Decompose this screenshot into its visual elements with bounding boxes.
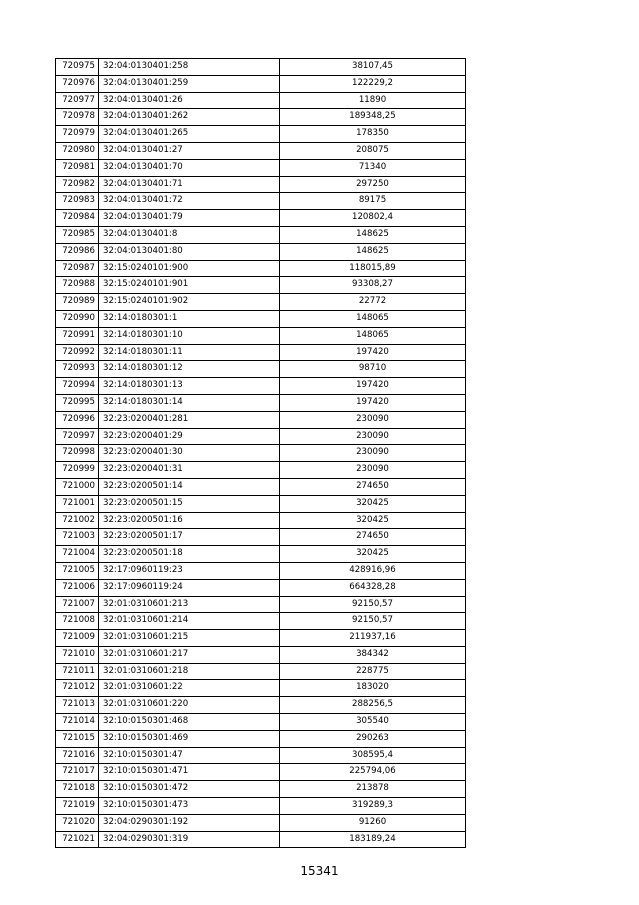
- value-cell: 320425: [280, 495, 466, 512]
- row-id-cell: 721000: [56, 478, 99, 495]
- cadastral-number-cell: 32:04:0130401:27: [99, 142, 280, 159]
- table-row: [56, 142, 466, 159]
- row-id-cell: 720994: [56, 378, 99, 395]
- cadastral-number-cell: 32:23:0200401:29: [99, 428, 280, 445]
- table-row: [56, 294, 466, 311]
- row-id-cell: 720975: [56, 59, 99, 76]
- row-id-cell: 721016: [56, 747, 99, 764]
- value-cell: 120802,4: [280, 210, 466, 227]
- table-row: [56, 831, 466, 848]
- row-id-cell: 721011: [56, 663, 99, 680]
- table-row: [56, 730, 466, 747]
- table-row: [56, 243, 466, 260]
- page-number: 15341: [300, 864, 339, 878]
- cadastral-number-cell: 32:10:0150301:469: [99, 730, 280, 747]
- row-id-cell: 721012: [56, 680, 99, 697]
- value-cell: 91260: [280, 814, 466, 831]
- row-id-cell: 720992: [56, 344, 99, 361]
- value-cell: 664328,28: [280, 579, 466, 596]
- value-cell: 148065: [280, 310, 466, 327]
- row-id-cell: 720993: [56, 361, 99, 378]
- row-id-cell: 720991: [56, 327, 99, 344]
- cadastral-number-cell: 32:01:0310601:220: [99, 697, 280, 714]
- value-cell: 274650: [280, 478, 466, 495]
- cadastral-number-cell: 32:01:0310601:214: [99, 613, 280, 630]
- table-row: [56, 646, 466, 663]
- value-cell: 71340: [280, 159, 466, 176]
- cadastral-number-cell: 32:04:0130401:80: [99, 243, 280, 260]
- row-id-cell: 721018: [56, 781, 99, 798]
- row-id-cell: 721021: [56, 831, 99, 848]
- table-row: [56, 193, 466, 210]
- cadastral-number-cell: 32:14:0180301:1: [99, 310, 280, 327]
- table-row: [56, 814, 466, 831]
- cadastral-number-cell: 32:10:0150301:473: [99, 798, 280, 815]
- table-row: [56, 176, 466, 193]
- value-cell: 183189,24: [280, 831, 466, 848]
- value-cell: 308595,4: [280, 747, 466, 764]
- table-row: [56, 596, 466, 613]
- cadastral-number-cell: 32:15:0240101:902: [99, 294, 280, 311]
- row-id-cell: 720996: [56, 411, 99, 428]
- row-id-cell: 720978: [56, 109, 99, 126]
- row-id-cell: 721008: [56, 613, 99, 630]
- cadastral-number-cell: 32:23:0200401:31: [99, 462, 280, 479]
- row-id-cell: 720979: [56, 126, 99, 143]
- value-cell: 297250: [280, 176, 466, 193]
- row-id-cell: 720995: [56, 394, 99, 411]
- cadastral-number-cell: 32:04:0130401:258: [99, 59, 280, 76]
- table-row: [56, 159, 466, 176]
- table-row: [56, 680, 466, 697]
- table-row: [56, 579, 466, 596]
- cadastral-number-cell: 32:23:0200501:14: [99, 478, 280, 495]
- table-row: [56, 764, 466, 781]
- value-cell: 197420: [280, 394, 466, 411]
- cadastral-number-cell: 32:10:0150301:472: [99, 781, 280, 798]
- table-row: [56, 310, 466, 327]
- value-cell: 148625: [280, 226, 466, 243]
- cadastral-number-cell: 32:01:0310601:217: [99, 646, 280, 663]
- table-row: [56, 327, 466, 344]
- value-cell: 230090: [280, 411, 466, 428]
- value-cell: 384342: [280, 646, 466, 663]
- table-row: [56, 798, 466, 815]
- value-cell: 92150,57: [280, 596, 466, 613]
- value-cell: 211937,16: [280, 630, 466, 647]
- value-cell: 122229,2: [280, 75, 466, 92]
- value-cell: 148625: [280, 243, 466, 260]
- cadastral-number-cell: 32:04:0130401:26: [99, 92, 280, 109]
- value-cell: 274650: [280, 529, 466, 546]
- value-cell: 320425: [280, 546, 466, 563]
- value-cell: 288256,5: [280, 697, 466, 714]
- value-cell: 118015,89: [280, 260, 466, 277]
- row-id-cell: 720983: [56, 193, 99, 210]
- cadastral-number-cell: 32:01:0310601:213: [99, 596, 280, 613]
- table-row: [56, 747, 466, 764]
- table-row: [56, 394, 466, 411]
- cadastral-number-cell: 32:10:0150301:468: [99, 714, 280, 731]
- cadastral-number-cell: 32:04:0130401:70: [99, 159, 280, 176]
- cadastral-number-cell: 32:04:0130401:262: [99, 109, 280, 126]
- row-id-cell: 721013: [56, 697, 99, 714]
- row-id-cell: 720987: [56, 260, 99, 277]
- table-row: [56, 781, 466, 798]
- table-row: [56, 478, 466, 495]
- value-cell: 183020: [280, 680, 466, 697]
- table-row: [56, 126, 466, 143]
- value-cell: 428916,96: [280, 562, 466, 579]
- table-row: [56, 512, 466, 529]
- cadastral-number-cell: 32:10:0150301:471: [99, 764, 280, 781]
- cadastral-number-cell: 32:14:0180301:11: [99, 344, 280, 361]
- value-cell: 230090: [280, 462, 466, 479]
- value-cell: 213878: [280, 781, 466, 798]
- cadastral-number-cell: 32:14:0180301:13: [99, 378, 280, 395]
- table-row: [56, 428, 466, 445]
- cadastral-number-cell: 32:23:0200501:17: [99, 529, 280, 546]
- cadastral-number-cell: 32:15:0240101:901: [99, 277, 280, 294]
- row-id-cell: 721005: [56, 562, 99, 579]
- table-row: [56, 75, 466, 92]
- row-id-cell: 720999: [56, 462, 99, 479]
- cadastral-number-cell: 32:23:0200401:30: [99, 445, 280, 462]
- value-cell: 290263: [280, 730, 466, 747]
- table-body: [56, 59, 466, 848]
- table-row: [56, 277, 466, 294]
- row-id-cell: 720980: [56, 142, 99, 159]
- cadastral-number-cell: 32:04:0130401:79: [99, 210, 280, 227]
- value-cell: 93308,27: [280, 277, 466, 294]
- cadastral-number-cell: 32:23:0200501:16: [99, 512, 280, 529]
- value-cell: 92150,57: [280, 613, 466, 630]
- table-row: [56, 260, 466, 277]
- value-cell: 22772: [280, 294, 466, 311]
- cadastral-number-cell: 32:14:0180301:10: [99, 327, 280, 344]
- value-cell: 305540: [280, 714, 466, 731]
- cadastral-number-cell: 32:14:0180301:12: [99, 361, 280, 378]
- row-id-cell: 721002: [56, 512, 99, 529]
- value-cell: 225794,06: [280, 764, 466, 781]
- row-id-cell: 721014: [56, 714, 99, 731]
- table-row: [56, 462, 466, 479]
- cadastral-number-cell: 32:23:0200501:18: [99, 546, 280, 563]
- cadastral-number-cell: 32:10:0150301:47: [99, 747, 280, 764]
- table-row: [56, 546, 466, 563]
- cadastral-number-cell: 32:15:0240101:900: [99, 260, 280, 277]
- value-cell: 208075: [280, 142, 466, 159]
- row-id-cell: 720986: [56, 243, 99, 260]
- cadastral-number-cell: 32:04:0130401:265: [99, 126, 280, 143]
- value-cell: 319289,3: [280, 798, 466, 815]
- row-id-cell: 721019: [56, 798, 99, 815]
- row-id-cell: 721003: [56, 529, 99, 546]
- cadastral-number-cell: 32:01:0310601:22: [99, 680, 280, 697]
- value-cell: 197420: [280, 378, 466, 395]
- table-row: [56, 378, 466, 395]
- table-row: [56, 210, 466, 227]
- table-row: [56, 613, 466, 630]
- row-id-cell: 720985: [56, 226, 99, 243]
- cadastral-number-cell: 32:17:0960119:24: [99, 579, 280, 596]
- cadastral-number-cell: 32:01:0310601:218: [99, 663, 280, 680]
- table-row: [56, 562, 466, 579]
- table-row: [56, 226, 466, 243]
- value-cell: 320425: [280, 512, 466, 529]
- row-id-cell: 721009: [56, 630, 99, 647]
- value-cell: 228775: [280, 663, 466, 680]
- value-cell: 189348,25: [280, 109, 466, 126]
- table-row: [56, 714, 466, 731]
- row-id-cell: 720977: [56, 92, 99, 109]
- table-row: [56, 697, 466, 714]
- row-id-cell: 720998: [56, 445, 99, 462]
- row-id-cell: 720997: [56, 428, 99, 445]
- row-id-cell: 720988: [56, 277, 99, 294]
- cadastral-number-cell: 32:23:0200401:281: [99, 411, 280, 428]
- value-cell: 98710: [280, 361, 466, 378]
- table-row: [56, 92, 466, 109]
- row-id-cell: 721006: [56, 579, 99, 596]
- row-id-cell: 720982: [56, 176, 99, 193]
- value-cell: 197420: [280, 344, 466, 361]
- table-row: [56, 445, 466, 462]
- cadastral-number-cell: 32:04:0290301:319: [99, 831, 280, 848]
- cadastral-number-cell: 32:04:0130401:8: [99, 226, 280, 243]
- cadastral-number-cell: 32:23:0200501:15: [99, 495, 280, 512]
- value-cell: 178350: [280, 126, 466, 143]
- value-cell: 230090: [280, 428, 466, 445]
- table-row: [56, 344, 466, 361]
- value-cell: 230090: [280, 445, 466, 462]
- table-row: [56, 411, 466, 428]
- cadastral-number-cell: 32:04:0130401:259: [99, 75, 280, 92]
- cadastral-number-cell: 32:04:0130401:71: [99, 176, 280, 193]
- table-row: [56, 630, 466, 647]
- value-cell: 38107,45: [280, 59, 466, 76]
- table-row: [56, 361, 466, 378]
- row-id-cell: 720984: [56, 210, 99, 227]
- cadastral-number-cell: 32:14:0180301:14: [99, 394, 280, 411]
- row-id-cell: 721010: [56, 646, 99, 663]
- row-id-cell: 721001: [56, 495, 99, 512]
- row-id-cell: 721007: [56, 596, 99, 613]
- row-id-cell: 720976: [56, 75, 99, 92]
- row-id-cell: 720990: [56, 310, 99, 327]
- cadastral-number-cell: 32:17:0960119:23: [99, 562, 280, 579]
- cadastral-number-cell: 32:04:0290301:192: [99, 814, 280, 831]
- row-id-cell: 721004: [56, 546, 99, 563]
- table-row: [56, 663, 466, 680]
- table-row: [56, 529, 466, 546]
- table-row: [56, 495, 466, 512]
- row-id-cell: 720989: [56, 294, 99, 311]
- cadastral-number-cell: 32:04:0130401:72: [99, 193, 280, 210]
- row-id-cell: 721017: [56, 764, 99, 781]
- cadastral-number-cell: 32:01:0310601:215: [99, 630, 280, 647]
- table-row: [56, 59, 466, 76]
- value-cell: 148065: [280, 327, 466, 344]
- value-cell: 11890: [280, 92, 466, 109]
- value-cell: 89175: [280, 193, 466, 210]
- row-id-cell: 720981: [56, 159, 99, 176]
- row-id-cell: 721015: [56, 730, 99, 747]
- table-row: [56, 109, 466, 126]
- cadastral-value-table: [55, 58, 466, 848]
- row-id-cell: 721020: [56, 814, 99, 831]
